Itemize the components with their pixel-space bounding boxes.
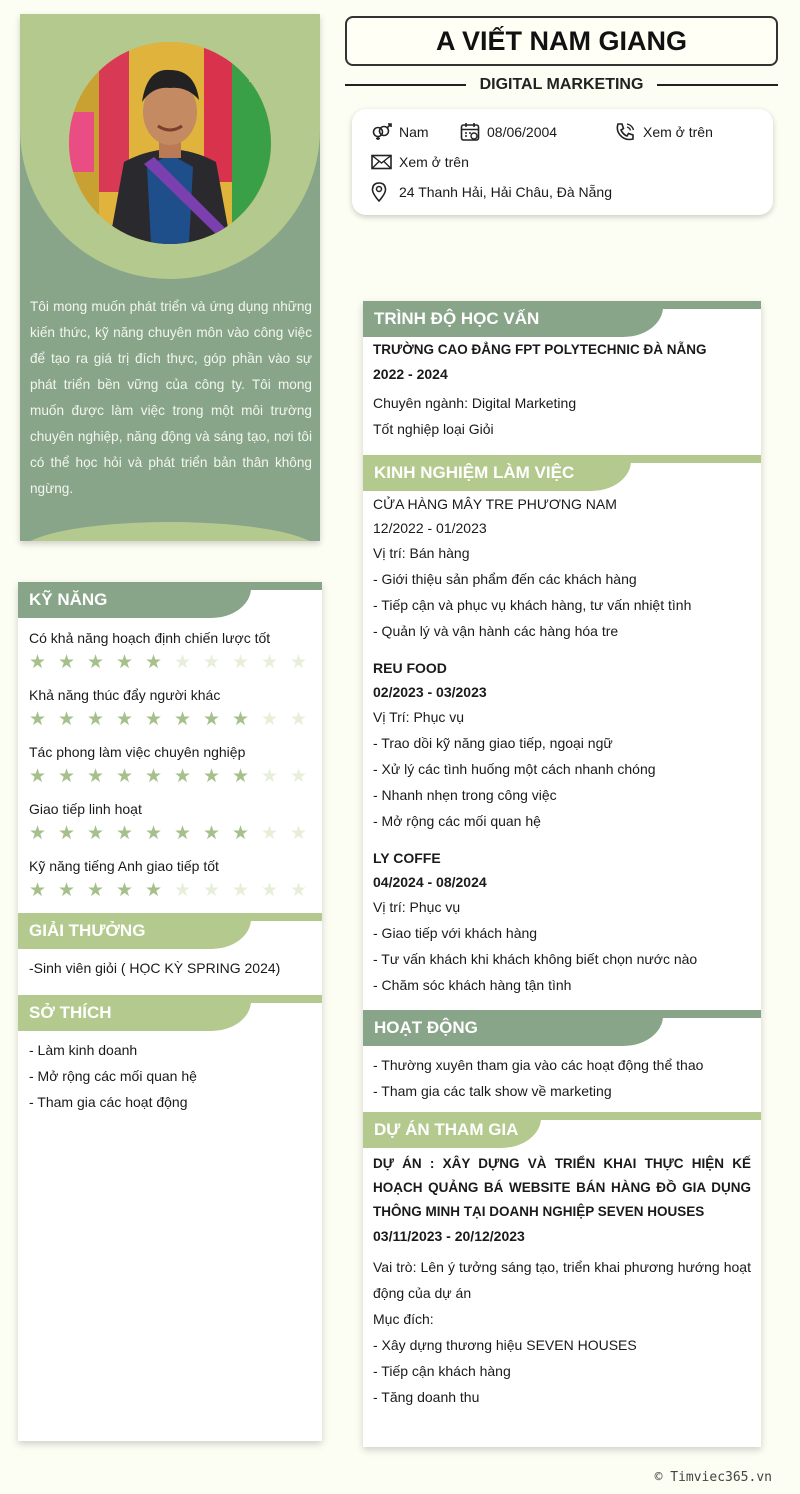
dob-value: 08/06/2004	[487, 124, 558, 140]
job-task: - Giới thiệu sản phẩm đến các khách hàng	[373, 571, 637, 587]
star-filled-icon: ★	[145, 823, 163, 844]
hobby-item: - Mở rộng các mối quan hệ	[29, 1068, 197, 1084]
dob-item	[460, 121, 557, 143]
email-icon	[371, 154, 392, 170]
job-period: 04/2024 - 08/2024	[373, 874, 487, 890]
star-filled-icon: ★	[203, 823, 221, 844]
skill-name: Tác phong làm việc chuyên nghiệp	[29, 744, 246, 760]
hobby-item: - Làm kinh doanh	[29, 1042, 138, 1058]
star-filled-icon: ★	[87, 880, 105, 901]
skill-name: Giao tiếp linh hoạt	[29, 801, 142, 817]
phone-value: Xem ở trên	[643, 124, 713, 140]
star-filled-icon: ★	[116, 880, 134, 901]
education-detail: Tốt nghiệp loại Giỏi	[373, 421, 494, 437]
award-item: -Sinh viên giỏi ( HỌC KỲ SPRING 2024)	[29, 960, 281, 976]
star-filled-icon: ★	[29, 652, 47, 673]
gender-item	[371, 121, 429, 143]
company-name: REU FOOD	[373, 660, 447, 676]
calendar-icon	[460, 122, 480, 142]
email-item	[371, 151, 469, 173]
awards-title: GIẢI THƯỞNG	[18, 913, 251, 949]
skill-item	[29, 686, 322, 743]
job-task: - Quản lý và vận hành các hàng hóa tre	[373, 623, 619, 639]
star-empty-icon: ★	[290, 823, 308, 844]
star-filled-icon: ★	[145, 709, 163, 730]
job-entry	[373, 846, 751, 998]
projects-title: DỰ ÁN THAM GIA	[363, 1112, 541, 1148]
skills-list	[18, 618, 322, 914]
projects-section	[363, 1148, 761, 1410]
skills-title: KỸ NĂNG	[18, 582, 251, 618]
project-goal: - Xây dựng thương hiệu SEVEN HOUSES	[373, 1337, 637, 1353]
hobbies-list	[18, 1031, 322, 1123]
projects-header	[363, 1112, 761, 1148]
job-task: - Chăm sóc khách hàng tận tình	[373, 977, 572, 993]
star-filled-icon: ★	[29, 709, 47, 730]
star-empty-icon: ★	[290, 766, 308, 787]
skill-name: Khả năng thúc đẩy người khác	[29, 687, 221, 703]
experience-title: KINH NGHIỆM LÀM VIỆC	[363, 455, 631, 491]
education-period: 2022 - 2024	[373, 366, 448, 382]
job-task: - Xử lý các tình huống một cách nhanh chóng	[373, 761, 656, 777]
company-name: LY COFFE	[373, 850, 441, 866]
career-objective: Tôi mong muốn phát triển và ứng dụng những kiến thức, kỹ năng chuyên môn vào công việc để tạo ra giá trị đích thực, góp phần vào sự phát triển bền vững của công ty. Tôi mong muốn được làm việc trong một môi trường chuyên nghiệp, năng động và sáng tạo, nơi tôi có thể học hỏi và phát triển bản thân không ngừng.	[30, 299, 312, 496]
project-goal: - Tiếp cận khách hàng	[373, 1363, 511, 1379]
skill-rating	[29, 708, 322, 732]
star-empty-icon: ★	[261, 880, 279, 901]
project-period: 03/11/2023 - 20/12/2023	[373, 1228, 525, 1244]
address-item	[371, 181, 612, 203]
project-name: DỰ ÁN : XÂY DỰNG VÀ TRIỂN KHAI THỰC HIỆN KẾ HOẠCH QUẢNG BÁ WEBSITE BÁN HÀNG ĐỒ GIA DỤNG THÔNG MINH TẠI DOANH NGHIỆP SEVEN HOUSES	[373, 1156, 751, 1219]
activity-item: - Thường xuyên tham gia vào các hoạt động thể thao	[373, 1057, 704, 1073]
star-filled-icon: ★	[29, 880, 47, 901]
star-filled-icon: ★	[29, 766, 47, 787]
job-period: 02/2023 - 03/2023	[373, 684, 487, 700]
skill-rating	[29, 879, 322, 903]
star-filled-icon: ★	[232, 709, 250, 730]
job-title: DIGITAL MARKETING	[345, 72, 778, 98]
job-title-row	[345, 72, 778, 98]
star-filled-icon: ★	[174, 766, 192, 787]
job-period: 12/2022 - 01/2023	[373, 520, 487, 536]
activity-item: - Tham gia các talk show về marketing	[373, 1083, 612, 1099]
profile-footer-shape	[20, 522, 320, 541]
job-entry	[373, 492, 751, 644]
job-task: - Tiếp cận và phục vụ khách hàng, tư vấn nhiệt tình	[373, 597, 692, 613]
star-filled-icon: ★	[29, 823, 47, 844]
project-goal: - Tăng doanh thu	[373, 1389, 480, 1405]
star-empty-icon: ★	[290, 652, 308, 673]
candidate-name: A VIẾT NAM GIANG	[345, 16, 778, 66]
job-task: - Tư vấn khách khi khách không biết chọn nước nào	[373, 951, 698, 967]
awards-header	[18, 913, 322, 949]
job-role: Vị trí: Bán hàng	[373, 545, 470, 561]
job-role: Vị trí: Phục vụ	[373, 899, 461, 915]
star-filled-icon: ★	[87, 766, 105, 787]
skill-item	[29, 800, 322, 857]
phone-item	[615, 121, 713, 143]
experience-header	[363, 455, 761, 491]
job-role: Vị Trí: Phục vụ	[373, 709, 465, 725]
star-filled-icon: ★	[116, 766, 134, 787]
project-purpose-label: Mục đích:	[373, 1311, 434, 1327]
star-empty-icon: ★	[261, 709, 279, 730]
skill-rating	[29, 651, 322, 675]
star-filled-icon: ★	[116, 823, 134, 844]
location-pin-icon	[371, 182, 392, 202]
star-filled-icon: ★	[87, 652, 105, 673]
school-name: TRƯỜNG CAO ĐẲNG FPT POLYTECHNIC ĐÀ NẴNG	[373, 342, 707, 357]
job-task: - Nhanh nhẹn trong công việc	[373, 787, 557, 803]
activities-title: HOẠT ĐỘNG	[363, 1010, 663, 1046]
star-empty-icon: ★	[174, 652, 192, 673]
job-task: - Giao tiếp với khách hàng	[373, 925, 538, 941]
star-filled-icon: ★	[116, 709, 134, 730]
star-filled-icon: ★	[232, 823, 250, 844]
star-filled-icon: ★	[232, 766, 250, 787]
left-panel	[18, 582, 322, 1441]
star-empty-icon: ★	[261, 652, 279, 673]
star-filled-icon: ★	[58, 766, 76, 787]
skill-item	[29, 743, 322, 800]
skill-item	[29, 629, 322, 686]
hobbies-header	[18, 995, 322, 1031]
education-section	[363, 337, 761, 453]
job-task: - Mở rộng các mối quan hệ	[373, 813, 541, 829]
star-filled-icon: ★	[87, 823, 105, 844]
skill-item	[29, 857, 322, 914]
email-value: Xem ở trên	[399, 154, 469, 170]
star-empty-icon: ★	[290, 709, 308, 730]
star-filled-icon: ★	[87, 709, 105, 730]
footer-credit: © Timviec365.vn	[654, 1470, 772, 1485]
star-filled-icon: ★	[145, 766, 163, 787]
address-value: 24 Thanh Hải, Hải Châu, Đà Nẵng	[399, 184, 612, 200]
awards-list	[18, 949, 322, 995]
education-detail: Chuyên ngành: Digital Marketing	[373, 395, 577, 411]
star-filled-icon: ★	[58, 709, 76, 730]
skill-name: Có khả năng hoạch định chiến lược tốt	[29, 630, 271, 646]
avatar	[69, 42, 271, 244]
star-empty-icon: ★	[232, 652, 250, 673]
star-filled-icon: ★	[145, 880, 163, 901]
star-empty-icon: ★	[174, 880, 192, 901]
star-empty-icon: ★	[290, 880, 308, 901]
skill-name: Kỹ năng tiếng Anh giao tiếp tốt	[29, 858, 219, 874]
star-filled-icon: ★	[116, 652, 134, 673]
hobbies-title: SỞ THÍCH	[18, 995, 251, 1031]
job-entry	[373, 656, 751, 834]
gender-icon	[371, 123, 392, 141]
star-filled-icon: ★	[174, 823, 192, 844]
star-filled-icon: ★	[203, 709, 221, 730]
activities-section	[363, 1046, 761, 1112]
education-title: TRÌNH ĐỘ HỌC VẤN	[363, 301, 663, 337]
phone-icon	[615, 122, 636, 142]
project-role: Vai trò: Lên ý tưởng sáng tạo, triển khai phương hướng hoạt động của dự án	[373, 1259, 751, 1301]
star-empty-icon: ★	[203, 880, 221, 901]
star-empty-icon: ★	[261, 766, 279, 787]
star-filled-icon: ★	[58, 880, 76, 901]
profile-card	[20, 14, 320, 541]
gender-value: Nam	[399, 124, 429, 140]
star-filled-icon: ★	[58, 652, 76, 673]
star-filled-icon: ★	[145, 652, 163, 673]
skill-rating	[29, 822, 322, 846]
contact-box	[352, 109, 773, 215]
activities-header	[363, 1010, 761, 1046]
company-name: CỬA HÀNG MÂY TRE PHƯƠNG NAM	[373, 496, 617, 512]
star-empty-icon: ★	[232, 880, 250, 901]
star-filled-icon: ★	[174, 709, 192, 730]
experience-section	[363, 491, 761, 998]
skill-rating	[29, 765, 322, 789]
star-filled-icon: ★	[58, 823, 76, 844]
hobby-item: - Tham gia các hoạt động	[29, 1094, 188, 1110]
star-empty-icon: ★	[203, 652, 221, 673]
job-task: - Trao dồi kỹ năng giao tiếp, ngoại ngữ	[373, 735, 613, 751]
star-empty-icon: ★	[261, 823, 279, 844]
education-header	[363, 301, 761, 337]
skills-header	[18, 582, 322, 618]
right-panel	[363, 301, 761, 1447]
star-filled-icon: ★	[203, 766, 221, 787]
